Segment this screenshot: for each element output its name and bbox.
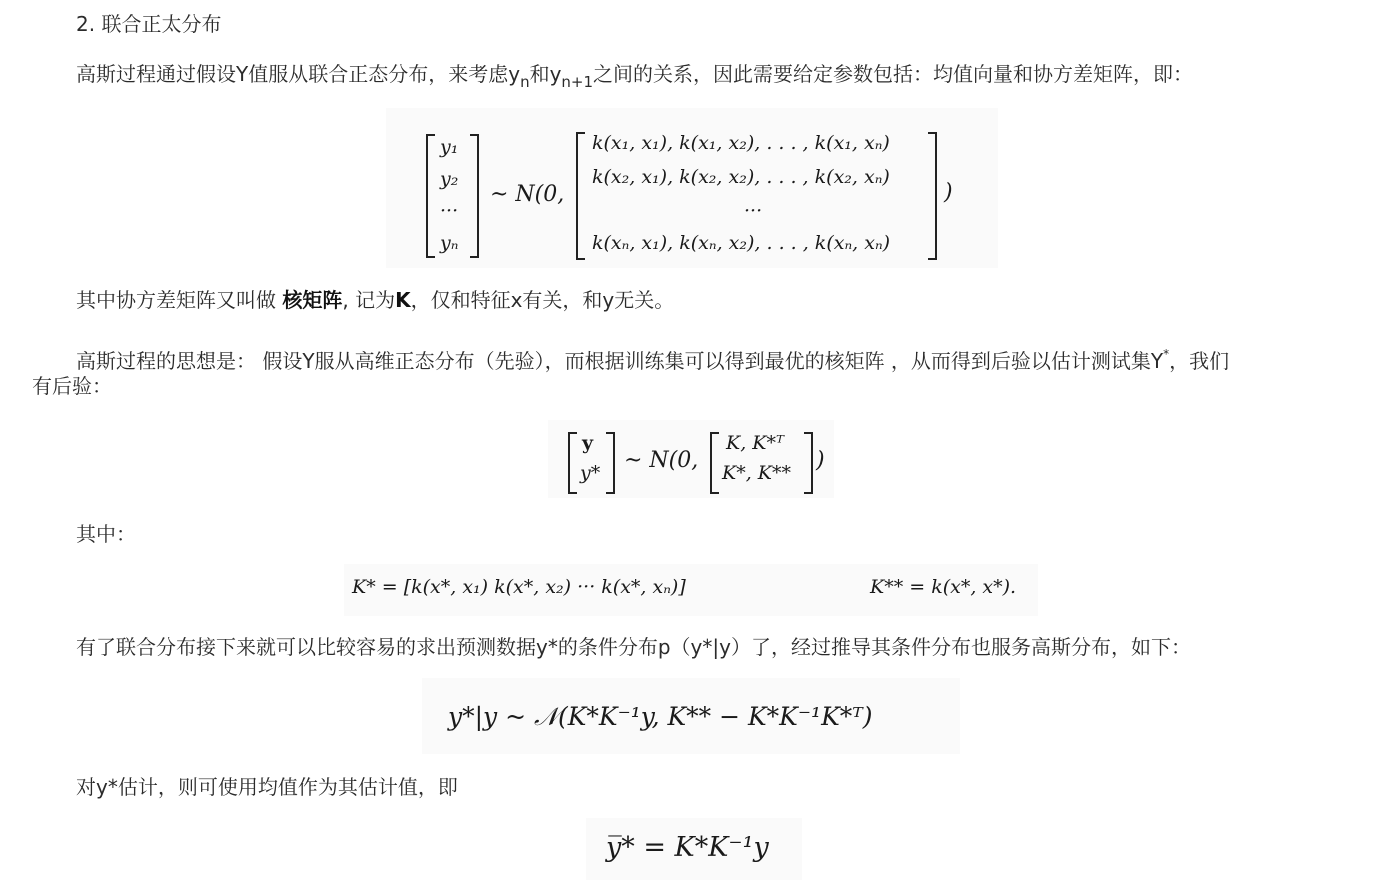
vec-bracket-right: [606, 432, 615, 494]
vec-entry: yₙ: [440, 232, 459, 254]
matrix-row: k(xₙ, x₁), k(xₙ, x₂), . . . , k(xₙ, xₙ): [592, 232, 891, 254]
paragraph-joint-distribution: [76, 60, 1193, 96]
p1-sub-n: n: [520, 73, 530, 91]
vec-entry: ···: [440, 200, 459, 222]
paragraph-estimate: 对y*估计，则可使用均值作为其估计值，即: [76, 775, 458, 799]
section-heading: 2. 联合正太分布: [76, 12, 222, 36]
formula-joint-matrix-image: [386, 108, 998, 268]
p3-text-a: 高斯过程的思想是： 假设Y服从高维正态分布（先验），而根据训练集可以得到最优的核矩阵 ，从而得到后验以估计测试集Y: [76, 349, 1164, 373]
formula-close-paren: ): [816, 448, 825, 473]
vec-bracket-right: [470, 134, 479, 258]
vec-entry: y: [582, 432, 594, 454]
matrix-row: K*, K**: [722, 462, 791, 484]
p3-sup: *: [1163, 347, 1170, 361]
normal-dist-label: ~ N(0,: [490, 182, 565, 207]
paragraph-gp-idea-cont: 有后验：: [32, 374, 112, 398]
normal-dist-label: ~ N(0,: [624, 448, 699, 473]
matrix-row: k(x₂, x₁), k(x₂, x₂), . . . , k(x₂, xₙ): [592, 166, 890, 188]
mean-estimate: y̅* = K*K⁻¹y: [606, 832, 769, 863]
p2-bold-kernel: 核矩阵: [282, 288, 343, 312]
vec-entry: y₂: [440, 168, 459, 190]
paragraph-conditional: 有了联合分布接下来就可以比较容易的求出预测数据y*的条件分布p（y*|y）了，经过推导其条件分布也服务高斯分布，如下：: [76, 635, 1191, 659]
paragraph-gp-idea: [76, 340, 1229, 375]
vec-entry: y₁: [440, 136, 459, 158]
p1-sub-n1: n+1: [561, 73, 594, 91]
formula-posterior-image: [548, 420, 834, 498]
p2-bold-k: K: [395, 288, 411, 312]
vec-entry: y*: [580, 462, 601, 484]
matrix-row: K, K*ᵀ: [726, 432, 784, 454]
paragraph-where: 其中：: [76, 522, 136, 546]
matrix-row: k(x₁, x₁), k(x₁, x₂), . . . , k(x₁, xₙ): [592, 132, 890, 154]
kstarstar-definition: K** = k(x*, x*).: [870, 576, 1017, 598]
p2-text-a: 其中协方差矩阵又叫做: [76, 288, 283, 312]
p1-text-c: 之间的关系，因此需要给定参数包括：均值向量和协方差矩阵，即：: [593, 62, 1194, 86]
formula-conditional-image: [422, 678, 960, 754]
matrix-bracket-left: [710, 432, 719, 494]
formula-estimate-image: [586, 818, 802, 880]
matrix-bracket-right: [804, 432, 813, 494]
kstar-definition: K* = [k(x*, x₁) k(x*, x₂) ··· k(x*, xₙ)]: [352, 576, 686, 598]
formula-close-paren: ): [944, 180, 953, 205]
p2-text-b: , 记为: [342, 288, 396, 312]
p2-text-c: ，仅和特征x有关，和y无关。: [410, 288, 675, 312]
p3-text-b: ，我们: [1169, 349, 1230, 373]
matrix-row: ···: [744, 200, 763, 222]
matrix-bracket-right: [928, 132, 937, 260]
formula-kstar-image: [344, 564, 1038, 616]
p1-text-a: 高斯过程通过假设Y值服从联合正态分布，来考虑y: [76, 62, 521, 86]
matrix-bracket-left: [576, 132, 585, 260]
paragraph-kernel-matrix: [76, 286, 674, 314]
p1-text-b: 和y: [529, 62, 562, 86]
conditional-distribution: y*|y ~ 𝒩(K*K⁻¹y, K** − K*K⁻¹K*ᵀ): [448, 702, 873, 731]
vec-bracket-left: [568, 432, 577, 494]
vec-bracket-left: [426, 134, 435, 258]
